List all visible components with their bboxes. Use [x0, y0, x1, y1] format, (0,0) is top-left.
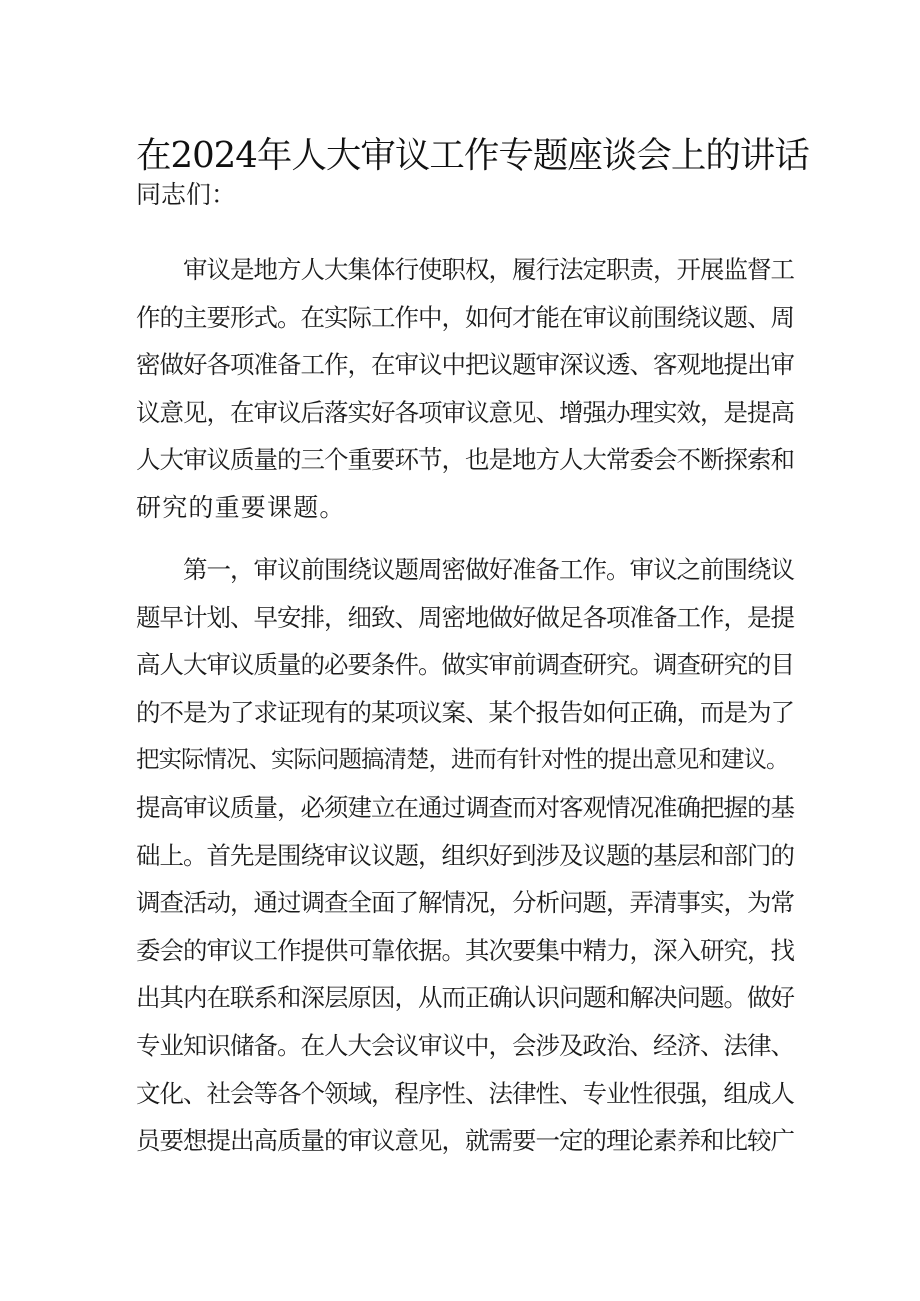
- paragraph-line: 议意见，在审议后落实好各项审议意见、增强办理实效，是提高: [136, 397, 794, 427]
- document-title: 在2024年人大审议工作专题座谈会上的讲话: [136, 135, 809, 176]
- paragraph-line: 作的主要形式。在实际工作中，如何才能在审议前围绕议题、周: [136, 302, 794, 332]
- paragraph-line: 审议是地方人大集体行使职权，履行法定职责，开展监督工: [136, 255, 794, 284]
- paragraph-line: 把实际情况、实际问题搞清楚，进而有针对性的提出意见和建议。: [136, 745, 789, 774]
- paragraph-line: 专业知识储备。在人大会议审议中，会涉及政治、经济、法律、: [136, 1030, 794, 1060]
- paragraph-line: 高人大审议质量的必要条件。做实审前调查研究。调查研究的目: [136, 650, 794, 680]
- paragraph-line: 人大审议质量的三个重要环节，也是地方人大常委会不断探索和: [136, 445, 794, 475]
- paragraph-line: 础上。首先是围绕审议议题，组织好到涉及议题的基层和部门的: [136, 840, 794, 870]
- paragraph-section-one: [136, 546, 796, 1165]
- paragraph-line: 调查活动，通过调查全面了解情况，分析问题，弄清事实，为常: [136, 888, 794, 918]
- paragraph-line: 出其内在联系和深层原因，从而正确认识问题和解决问题。做好: [136, 983, 794, 1013]
- paragraph-line: 文化、社会等各个领域，程序性、法律性、专业性很强，组成人: [136, 1078, 794, 1108]
- salutation: 同志们：: [136, 180, 237, 209]
- paragraph-line: 委会的审议工作提供可靠依据。其次要集中精力，深入研究，找: [136, 935, 794, 965]
- paragraph-line: 提高审议质量，必须建立在通过调查而对客观情况准确把握的基: [136, 792, 794, 822]
- paragraph-intro: [136, 246, 796, 532]
- paragraph-line: 研究的重要课题。: [136, 492, 346, 522]
- paragraph-line: 题早计划、早安排，细致、周密地做好做足各项准备工作，是提: [136, 602, 794, 632]
- paragraph-line: 的不是为了求证现有的某项议案、某个报告如何正确，而是为了: [136, 697, 794, 727]
- paragraph-line: 密做好各项准备工作，在审议中把议题审深议透、客观地提出审: [136, 350, 794, 380]
- paragraph-line: 员要想提出高质量的审议意见，就需要一定的理论素养和比较广: [136, 1126, 794, 1156]
- paragraph-line: 第一，审议前围绕议题周密做好准备工作。审议之前围绕议: [136, 555, 794, 584]
